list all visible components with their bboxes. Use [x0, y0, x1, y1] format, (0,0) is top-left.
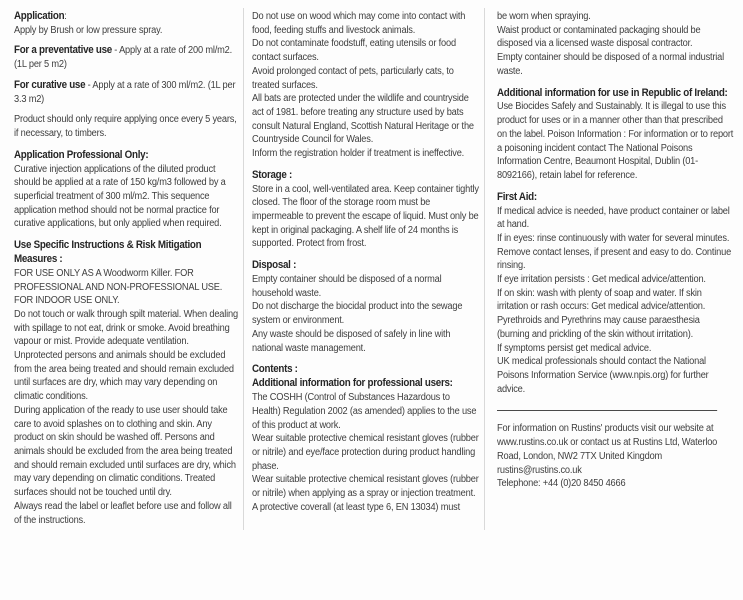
paragraph: Inform the registration holder if treatment is ineffective. — [252, 148, 465, 160]
horizontal-rule — [497, 410, 717, 411]
paragraph: Curative injection applications of the diluted product should be applied at a rate of 150 kg/m3 followed by a superficial treatment of 300 ml/m2. This sequence application method should not be normal practice for curative applications, but only applied when required. — [14, 163, 226, 230]
section-heading: Application Professional Only: — [14, 148, 149, 161]
section-heading: Disposal : — [252, 259, 297, 272]
paragraph: Do not contaminate foodstuff, eating utensils or food contact surfaces. — [252, 38, 456, 64]
lead-bold-text: Application — [14, 10, 65, 22]
paragraph: Apply by Brush or low pressure spray. — [14, 24, 163, 36]
paragraph: During application of the ready to use user should take care to avoid splashes on to clothing and skin. Any product on skin should be washed off. Persons and animals should be excluded from the area being treated and should remain excluded until surfaces are dry, which may vary depending on climatic conditions. Treated surfaces should not be touched until dry. — [14, 404, 236, 499]
column-divider-2 — [484, 8, 485, 530]
paragraph: FOR USE ONLY AS A Woodworm Killer. FOR PROFESSIONAL AND NON-PROFESSIONAL USE. FOR INDOOR USE ONLY. — [14, 267, 223, 307]
paragraph: If symptoms persist get medical advice. — [497, 342, 652, 354]
paragraph: Empty container should be disposed of a normal household waste. — [252, 274, 442, 299]
paragraph: UK medical professionals should contact the National Poisons Information Service (www.npis.org) for further advice. — [497, 356, 709, 395]
paragraph: Waist product or contaminated packaging should be disposed via a licensed waste disposal contractor. — [497, 24, 701, 50]
paragraph: Do not use on wood which may come into contact with food, feeding stuffs and livestock animals. — [252, 11, 466, 36]
section-heading: Additional information for professional users: — [252, 377, 453, 390]
lead-bold-text: For curative use — [14, 78, 86, 91]
paragraph: Do not discharge the biocidal product into the sewage system or environment. — [252, 301, 463, 327]
lead-paragraph — [14, 44, 240, 71]
paragraph: Any waste should be disposed of safely in line with national waste management. — [252, 328, 451, 354]
paragraph: be worn when spraying. — [497, 11, 591, 22]
paragraph: If medical advice is needed, have product container or label at hand. — [497, 205, 730, 231]
paragraph: Do not touch or walk through spilt material. When dealing with spillage to not eat, drink or smoke. Avoid breathing vapour or mist. Provide adequate ventilation. — [14, 308, 238, 348]
section-heading: Storage : — [252, 168, 292, 181]
paragraph: If eye irritation persists : Get medical advice/attention. — [497, 274, 706, 286]
paragraph: All bats are protected under the wildlife and countryside act of 1981. before treating any structure used by bats consult Natural England, Scottish Natural Heritage or the Countryside Council for Wales. — [252, 93, 474, 146]
paragraph: A protective coverall (at least type 6, EN 13034) must — [252, 501, 461, 513]
paragraph: Wear suitable protective chemical resistant gloves (rubber or nitrile) and eye/face protection during product handling phase. — [252, 433, 479, 472]
paragraph: The COSHH (Control of Substances Hazardous to Health) Regulation 2002 (as amended) applies to the use of this product at work. — [252, 392, 477, 431]
column-divider-1 — [243, 8, 244, 530]
lead-paragraph — [14, 10, 240, 24]
lead-rest-text: : — [64, 11, 67, 22]
section-heading: Use Specific Instructions & Risk Mitigation Measures : — [14, 239, 202, 265]
section-heading: First Aid: — [497, 190, 537, 203]
paragraph: Product should only require applying once every 5 years, if necessary, to timbers. — [14, 114, 237, 139]
paragraph: For information on Rustins' products visit our website at www.rustins.co.uk or contact us at Rustins Ltd, Waterloo Road, London, NW2 7TX United Kingdom — [497, 423, 718, 462]
section-heading: Contents : — [252, 363, 298, 376]
lead-bold-text: For a preventative use — [14, 44, 112, 57]
section-heading: Additional information for use in Republic of Ireland: — [497, 86, 728, 99]
paragraph: Avoid prolonged contact of pets, particularly cats, to treated surfaces. — [252, 65, 454, 91]
paragraph: Wear suitable protective chemical resistant gloves (rubber or nitrile) when applying as a spray or injection treatment. — [252, 474, 479, 500]
lead-rest-text: - Apply at a rate of 300 ml/m2. (1L per 3.3 m2) — [14, 79, 236, 105]
paragraph: Unprotected persons and animals should be excluded from the area being treated and should remain excluded until surfaces are dry, which may vary depending on climatic conditions. — [14, 350, 234, 403]
paragraph: Empty container should be disposed of a normal industrial waste. — [497, 52, 725, 77]
paragraph: rustins@rustins.co.uk — [497, 464, 582, 476]
lead-rest-text: - Apply at a rate of 200 ml/m2. (1L per 5 m2) — [14, 45, 232, 71]
paragraph: Store in a cool, well-ventilated area. Keep container tightly closed. The floor of the storage room must be impermeable to prevent the escape of liquid. Must only be kept in original packaging. A shelf life of 24 months is supported. Protect from frost. — [252, 183, 479, 250]
column-1 — [14, 10, 240, 527]
paragraph: If on skin: wash with plenty of soap and water. If skin irritation or rash occurs: Get medical advice/attention. — [497, 287, 706, 313]
lead-paragraph — [14, 79, 240, 106]
column-2 — [252, 10, 480, 514]
column-3 — [497, 10, 734, 491]
paragraph: Always read the label or leaflet before use and follow all of the instructions. — [14, 500, 232, 526]
paragraph: Pyrethroids and Pyrethrins may cause paraesthesia (burning and prickling of the skin without irritation). — [497, 315, 700, 340]
paragraph: Use Biocides Safely and Sustainably. It is illegal to use this product for uses or in a manner other than that prescribed on the label. Poison Information : For information or to report a poisoning incident contact The National Poisons Information Centre, Beaumont Hospital, Dublin (01-8092166), retain label for reference. — [497, 101, 734, 181]
paragraph: Telephone: +44 (0)20 8450 4666 — [497, 478, 626, 490]
paragraph: If in eyes: rinse continuously with water for several minutes. Remove contact lenses, if present and easy to do. Continue rinsing. — [497, 232, 732, 272]
